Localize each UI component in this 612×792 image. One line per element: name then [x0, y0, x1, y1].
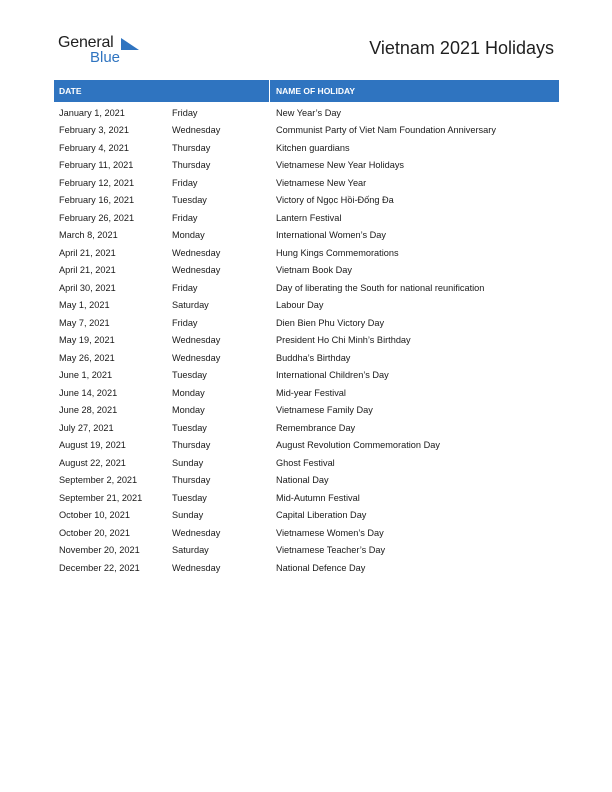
table-row — [54, 104, 559, 122]
holiday-date: February 16, 2021 — [59, 195, 135, 206]
holiday-weekday: Sunday — [172, 510, 204, 521]
holiday-weekday: Thursday — [172, 440, 211, 451]
holiday-weekday: Friday — [172, 212, 198, 223]
holiday-date: September 21, 2021 — [59, 492, 143, 503]
holiday-name: Victory of Ngọc Hồi-Đống Đa — [276, 195, 394, 206]
holiday-weekday: Saturday — [172, 545, 209, 556]
table-row — [54, 332, 559, 350]
table-row — [54, 122, 559, 140]
table-row — [54, 139, 559, 157]
holiday-weekday: Saturday — [172, 300, 209, 311]
holiday-weekday: Wednesday — [172, 247, 221, 258]
table-row — [54, 262, 559, 280]
holiday-date: September 2, 2021 — [59, 475, 138, 486]
holiday-name: Vietnamese Teacher’s Day — [276, 545, 386, 556]
holiday-name: Mid-year Festival — [276, 387, 346, 398]
holiday-date: April 21, 2021 — [59, 265, 116, 276]
table-row — [54, 192, 559, 210]
holiday-name: Vietnamese Women’s Day — [276, 527, 384, 538]
table-row — [54, 367, 559, 385]
holiday-name: Vietnamese New Year Holidays — [276, 160, 405, 171]
holiday-date: August 19, 2021 — [59, 440, 126, 451]
holiday-date: May 19, 2021 — [59, 335, 115, 346]
holiday-date: December 22, 2021 — [59, 562, 140, 573]
table-row — [54, 349, 559, 367]
holiday-name: Labour Day — [276, 300, 324, 311]
table-row — [54, 437, 559, 455]
holiday-weekday: Friday — [172, 317, 198, 328]
holiday-name: Remembrance Day — [276, 422, 356, 433]
table-row — [54, 314, 559, 332]
holiday-name: Ghost Festival — [276, 457, 335, 468]
holiday-name: International Children’s Day — [276, 370, 389, 381]
header-holiday-name: NAME OF HOLIDAY — [276, 86, 356, 96]
holiday-date: October 20, 2021 — [59, 527, 130, 538]
holiday-name: Kitchen guardians — [276, 142, 350, 153]
holiday-weekday: Wednesday — [172, 265, 221, 276]
holiday-name: Capital Liberation Day — [276, 510, 367, 521]
table-row — [54, 174, 559, 192]
page-title: Vietnam 2021 Holidays — [369, 38, 554, 58]
holiday-date: October 10, 2021 — [59, 510, 130, 521]
table-row — [54, 227, 559, 245]
holiday-date: May 26, 2021 — [59, 352, 115, 363]
holiday-weekday: Monday — [172, 230, 205, 241]
holiday-date: January 1, 2021 — [59, 107, 125, 118]
holiday-name: President Ho Chi Minh’s Birthday — [276, 335, 411, 346]
table-row — [54, 244, 559, 262]
holiday-weekday: Tuesday — [172, 195, 207, 206]
holiday-name: Dien Bien Phu Victory Day — [276, 317, 385, 328]
brand-logo — [58, 34, 148, 68]
holiday-date: July 27, 2021 — [59, 422, 114, 433]
holiday-weekday: Tuesday — [172, 370, 207, 381]
holiday-date: February 26, 2021 — [59, 212, 135, 223]
holiday-weekday: Thursday — [172, 142, 211, 153]
holiday-name: Vietnam Book Day — [276, 265, 352, 276]
holiday-weekday: Friday — [172, 282, 198, 293]
table-row — [54, 507, 559, 525]
table-header — [54, 80, 559, 102]
holiday-table — [54, 80, 559, 577]
table-row — [54, 157, 559, 175]
holiday-date: April 21, 2021 — [59, 247, 116, 258]
holiday-name: International Women’s Day — [276, 230, 386, 241]
table-row — [54, 402, 559, 420]
holiday-name: National Defence Day — [276, 562, 366, 573]
holiday-weekday: Wednesday — [172, 335, 221, 346]
holiday-weekday: Thursday — [172, 475, 211, 486]
brand-name-general: General — [58, 34, 114, 51]
table-row — [54, 419, 559, 437]
holiday-date: February 3, 2021 — [59, 125, 129, 136]
holiday-weekday: Sunday — [172, 457, 204, 468]
holiday-weekday: Monday — [172, 387, 205, 398]
table-row — [54, 559, 559, 577]
holiday-weekday: Tuesday — [172, 492, 207, 503]
holiday-name: Vietnamese New Year — [276, 177, 367, 188]
holiday-weekday: Wednesday — [172, 125, 221, 136]
header-date: DATE — [54, 80, 270, 102]
holiday-name: New Year’s Day — [276, 107, 342, 118]
holiday-name: Communist Party of Viet Nam Foundation Anniversary — [276, 125, 496, 136]
holiday-name: Vietnamese Family Day — [276, 405, 373, 416]
holiday-name: National Day — [276, 475, 329, 486]
table-row — [54, 454, 559, 472]
holiday-weekday: Monday — [172, 405, 205, 416]
table-body — [54, 102, 559, 577]
holiday-name: August Revolution Commemoration Day — [276, 440, 440, 451]
table-row — [54, 297, 559, 315]
table-row — [54, 472, 559, 490]
holiday-weekday: Wednesday — [172, 527, 221, 538]
holiday-name: Mid-Autumn Festival — [276, 492, 360, 503]
holiday-date: November 20, 2021 — [59, 545, 140, 556]
brand-name-blue: Blue — [90, 49, 121, 66]
holiday-date: June 14, 2021 — [59, 387, 118, 398]
holiday-date: February 12, 2021 — [59, 177, 135, 188]
holiday-date: February 11, 2021 — [59, 160, 134, 171]
holiday-date: March 8, 2021 — [59, 230, 118, 241]
holiday-name: Hung Kings Commemorations — [276, 247, 399, 258]
holiday-weekday: Wednesday — [172, 562, 221, 573]
table-row — [54, 489, 559, 507]
holiday-weekday: Friday — [172, 177, 198, 188]
table-row — [54, 524, 559, 542]
holiday-date: June 1, 2021 — [59, 370, 113, 381]
holiday-name: Lantern Festival — [276, 212, 342, 223]
holiday-weekday: Friday — [172, 107, 198, 118]
holiday-date: August 22, 2021 — [59, 457, 126, 468]
table-row — [54, 384, 559, 402]
table-row — [54, 209, 559, 227]
table-row — [54, 279, 559, 297]
holiday-weekday: Tuesday — [172, 422, 207, 433]
holiday-date: June 28, 2021 — [59, 405, 118, 416]
holiday-date: May 7, 2021 — [59, 317, 110, 328]
holiday-weekday: Wednesday — [172, 352, 221, 363]
holiday-date: May 1, 2021 — [59, 300, 110, 311]
table-row — [54, 542, 559, 560]
holiday-date: February 4, 2021 — [59, 142, 129, 153]
holiday-weekday: Thursday — [172, 160, 211, 171]
brand-triangle-icon — [121, 38, 139, 50]
holiday-name: Day of liberating the South for national reunification — [276, 282, 485, 293]
holiday-name: Buddha’s Birthday — [276, 352, 351, 363]
holiday-date: April 30, 2021 — [59, 282, 116, 293]
